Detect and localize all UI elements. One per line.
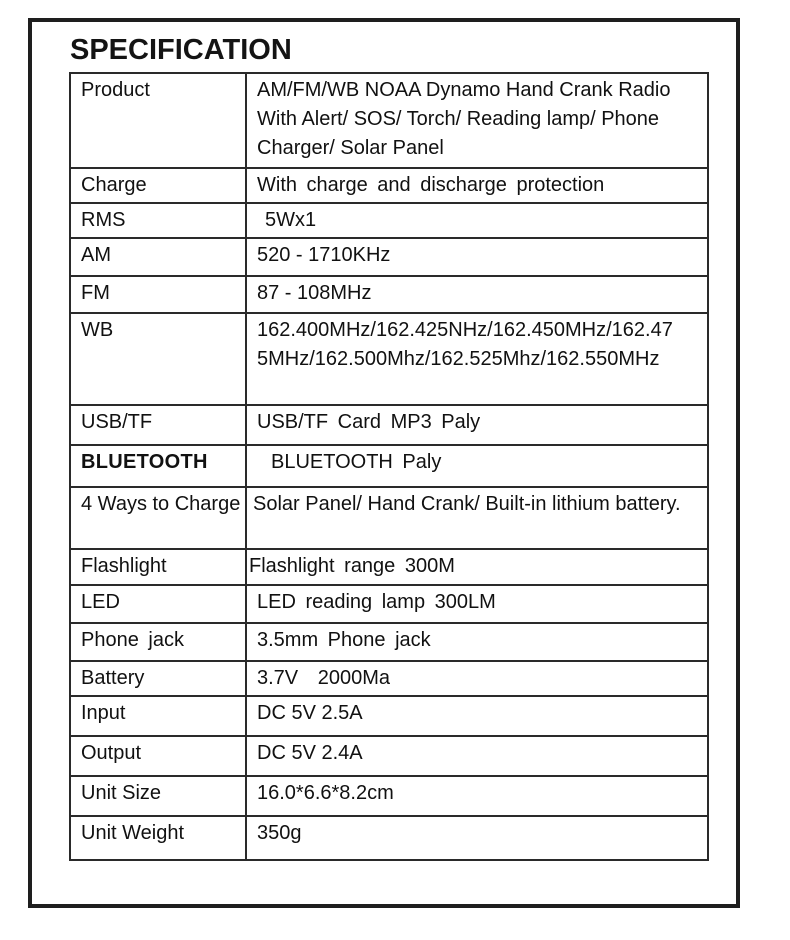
spec-value: LED reading lamp 300LM bbox=[246, 585, 708, 623]
spec-label: Charge bbox=[70, 168, 246, 203]
spec-label: FM bbox=[70, 276, 246, 313]
spec-label: LED bbox=[70, 585, 246, 623]
spec-label: Product bbox=[70, 73, 246, 168]
page-title: SPECIFICATION bbox=[70, 34, 292, 66]
spec-value: 16.0*6.6*8.2cm bbox=[246, 776, 708, 816]
spec-table bbox=[69, 72, 709, 861]
spec-value: 350g bbox=[246, 816, 708, 860]
spec-label: AM bbox=[70, 238, 246, 276]
spec-label: Output bbox=[70, 736, 246, 776]
table-row bbox=[70, 276, 708, 313]
spec-value: DC 5V 2.5A bbox=[246, 696, 708, 736]
spec-value: BLUETOOTH Paly bbox=[246, 445, 708, 487]
spec-label: BLUETOOTH bbox=[70, 445, 246, 487]
spec-label: Unit Size bbox=[70, 776, 246, 816]
spec-value: 3.5mm Phone jack bbox=[246, 623, 708, 661]
spec-value: 520 - 1710KHz bbox=[246, 238, 708, 276]
table-row bbox=[70, 736, 708, 776]
spec-label: Flashlight bbox=[70, 549, 246, 585]
spec-value: 3.7V 2000Ma bbox=[246, 661, 708, 696]
spec-label: Unit Weight bbox=[70, 816, 246, 860]
table-row bbox=[70, 696, 708, 736]
spec-label: Phone jack bbox=[70, 623, 246, 661]
table-row bbox=[70, 487, 708, 549]
spec-value: DC 5V 2.4A bbox=[246, 736, 708, 776]
spec-value: AM/FM/WB NOAA Dynamo Hand Crank Radio With Alert/ SOS/ Torch/ Reading lamp/ Phone Charger/ Solar Panel bbox=[246, 73, 708, 168]
table-row bbox=[70, 623, 708, 661]
table-row bbox=[70, 445, 708, 487]
spec-value: USB/TF Card MP3 Paly bbox=[246, 405, 708, 445]
spec-label: WB bbox=[70, 313, 246, 405]
table-row bbox=[70, 405, 708, 445]
spec-value: 162.400MHz/162.425NHz/162.450MHz/162.475MHz/162.500Mhz/162.525Mhz/162.550MHz bbox=[246, 313, 708, 405]
table-row bbox=[70, 168, 708, 203]
spec-value: Solar Panel/ Hand Crank/ Built-in lithium battery. bbox=[246, 487, 708, 549]
table-row bbox=[70, 585, 708, 623]
spec-value: 5Wx1 bbox=[246, 203, 708, 238]
table-row bbox=[70, 661, 708, 696]
spec-value: 87 - 108MHz bbox=[246, 276, 708, 313]
table-row bbox=[70, 313, 708, 405]
spec-label: 4 Ways to Charge bbox=[70, 487, 246, 549]
table-row bbox=[70, 203, 708, 238]
spec-label: Battery bbox=[70, 661, 246, 696]
table-row bbox=[70, 238, 708, 276]
spec-label: Input bbox=[70, 696, 246, 736]
spec-value: Flashlight range 300M bbox=[246, 549, 708, 585]
table-row bbox=[70, 549, 708, 585]
spec-value: With charge and discharge protection bbox=[246, 168, 708, 203]
table-row bbox=[70, 776, 708, 816]
table-row bbox=[70, 73, 708, 168]
spec-label: USB/TF bbox=[70, 405, 246, 445]
table-row bbox=[70, 816, 708, 860]
spec-label: RMS bbox=[70, 203, 246, 238]
